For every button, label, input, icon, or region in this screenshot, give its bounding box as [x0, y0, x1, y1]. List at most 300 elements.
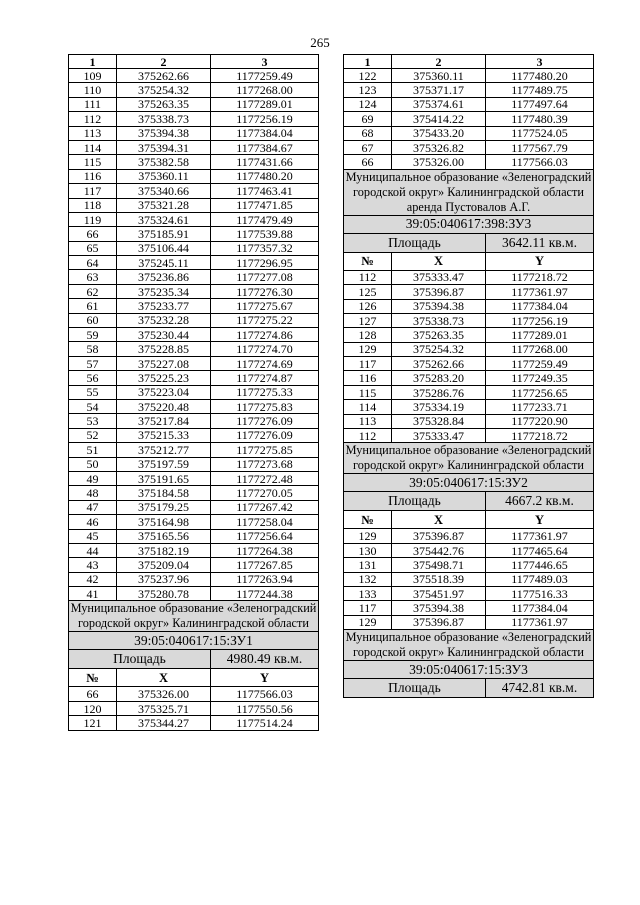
- column-header: 2: [392, 55, 486, 69]
- x-coordinate-cell: 375197.59: [117, 457, 211, 471]
- area-value: 4667.2 кв.м.: [486, 492, 594, 511]
- x-coordinate-cell: 375235.34: [117, 284, 211, 298]
- number-column-header: №: [344, 511, 392, 529]
- x-coordinate-cell: 375518.39: [392, 572, 486, 586]
- point-number-cell: 50: [69, 457, 117, 471]
- table-row: [344, 285, 594, 299]
- y-coordinate-cell: 1177273.68: [211, 457, 319, 471]
- x-coordinate-cell: 375254.32: [117, 83, 211, 97]
- table-row: [69, 241, 319, 255]
- number-column-header: №: [344, 252, 392, 270]
- table-row: [69, 587, 319, 601]
- table-row: [69, 543, 319, 557]
- y-column-header: Y: [486, 252, 594, 270]
- x-coordinate-cell: 375338.73: [392, 313, 486, 327]
- section-title: Муниципальное образование «Зеленоградский городской округ» Калининградской области аренда Пустовалов А.Г.: [344, 169, 594, 215]
- cadastral-number-row: [344, 474, 594, 492]
- y-coordinate-cell: 1177289.01: [211, 97, 319, 111]
- x-coordinate-cell: 375262.66: [117, 69, 211, 83]
- y-coordinate-cell: 1177259.49: [211, 69, 319, 83]
- table-row: [344, 83, 594, 97]
- point-number-cell: 59: [69, 328, 117, 342]
- point-number-cell: 48: [69, 486, 117, 500]
- area-value: 4742.81 кв.м.: [486, 679, 594, 698]
- x-coordinate-cell: 375333.47: [392, 429, 486, 443]
- x-coordinate-cell: 375223.04: [117, 385, 211, 399]
- point-number-cell: 69: [344, 112, 392, 126]
- table-row: [69, 342, 319, 356]
- x-coordinate-cell: 375333.47: [392, 270, 486, 284]
- section-title-row: [344, 443, 594, 474]
- x-coordinate-cell: 375225.23: [117, 371, 211, 385]
- y-coordinate-cell: 1177256.19: [486, 313, 594, 327]
- x-coordinate-cell: 375164.98: [117, 515, 211, 529]
- x-coordinate-cell: 375382.58: [117, 155, 211, 169]
- point-number-cell: 43: [69, 558, 117, 572]
- y-coordinate-cell: 1177263.94: [211, 572, 319, 586]
- table-row: [69, 716, 319, 730]
- y-coordinate-cell: 1177276.09: [211, 414, 319, 428]
- table-row: [69, 112, 319, 126]
- point-number-cell: 131: [344, 558, 392, 572]
- table-row: [69, 471, 319, 485]
- point-number-cell: 128: [344, 328, 392, 342]
- table-row: [69, 457, 319, 471]
- point-number-cell: 133: [344, 586, 392, 600]
- point-number-cell: 118: [69, 198, 117, 212]
- x-coordinate-cell: 375230.44: [117, 328, 211, 342]
- y-coordinate-cell: 1177357.32: [211, 241, 319, 255]
- y-coordinate-cell: 1177268.00: [486, 342, 594, 356]
- x-coordinate-cell: 375394.38: [392, 299, 486, 313]
- cadastral-number-row: [344, 661, 594, 679]
- x-coordinate-cell: 375328.84: [392, 414, 486, 428]
- x-coordinate-cell: 375338.73: [117, 112, 211, 126]
- point-number-cell: 66: [69, 687, 117, 701]
- y-coordinate-cell: 1177471.85: [211, 198, 319, 212]
- table-row: [69, 155, 319, 169]
- section-title: Муниципальное образование «Зеленоградский городской округ» Калининградской области: [344, 630, 594, 661]
- y-coordinate-cell: 1177268.00: [211, 83, 319, 97]
- table-row: [69, 198, 319, 212]
- x-coordinate-cell: 375394.38: [392, 601, 486, 615]
- table-row: [344, 342, 594, 356]
- table-row: [344, 69, 594, 83]
- table-row: [69, 270, 319, 284]
- y-coordinate-cell: 1177514.24: [211, 716, 319, 730]
- table-row: [69, 399, 319, 413]
- table-row: [69, 256, 319, 270]
- column-header: 2: [117, 55, 211, 69]
- point-number-cell: 125: [344, 285, 392, 299]
- point-number-cell: 41: [69, 587, 117, 601]
- x-coordinate-cell: 375394.31: [117, 140, 211, 154]
- point-number-cell: 119: [69, 212, 117, 226]
- x-coordinate-cell: 375185.91: [117, 227, 211, 241]
- table-row: [69, 385, 319, 399]
- subheader-row: [344, 511, 594, 529]
- y-coordinate-cell: 1177550.56: [211, 701, 319, 715]
- y-coordinate-cell: 1177256.19: [211, 112, 319, 126]
- x-coordinate-cell: 375334.19: [392, 400, 486, 414]
- point-number-cell: 111: [69, 97, 117, 111]
- x-coordinate-cell: 375237.96: [117, 572, 211, 586]
- page-number: 265: [310, 35, 330, 50]
- area-row: [344, 679, 594, 698]
- table-row: [344, 112, 594, 126]
- table-row: [69, 313, 319, 327]
- area-label: Площадь: [344, 679, 486, 698]
- table-row: [69, 140, 319, 154]
- point-number-cell: 55: [69, 385, 117, 399]
- point-number-cell: 66: [69, 227, 117, 241]
- y-coordinate-cell: 1177220.90: [486, 414, 594, 428]
- coordinates-table-left: [68, 54, 319, 731]
- y-coordinate-cell: 1177270.05: [211, 486, 319, 500]
- point-number-cell: 117: [344, 601, 392, 615]
- cadastral-number: 39:05:040617:398:ЗУ3: [344, 215, 594, 233]
- y-coordinate-cell: 1177566.03: [486, 155, 594, 169]
- point-number-cell: 65: [69, 241, 117, 255]
- x-coordinate-cell: 375215.33: [117, 428, 211, 442]
- section-title: Муниципальное образование «Зеленоградский городской округ» Калининградской области: [69, 601, 319, 632]
- x-coordinate-cell: 375236.86: [117, 270, 211, 284]
- table-row: [69, 83, 319, 97]
- y-coordinate-cell: 1177249.35: [486, 371, 594, 385]
- point-number-cell: 117: [344, 357, 392, 371]
- point-number-cell: 56: [69, 371, 117, 385]
- area-value: 3642.11 кв.м.: [486, 233, 594, 252]
- x-coordinate-cell: 375286.76: [392, 385, 486, 399]
- point-number-cell: 112: [344, 270, 392, 284]
- y-coordinate-cell: 1177431.66: [211, 155, 319, 169]
- point-number-cell: 67: [344, 140, 392, 154]
- point-number-cell: 58: [69, 342, 117, 356]
- area-label: Площадь: [344, 492, 486, 511]
- x-coordinate-cell: 375217.84: [117, 414, 211, 428]
- table-row: [344, 140, 594, 154]
- cadastral-number: 39:05:040617:15:ЗУ3: [344, 661, 594, 679]
- y-coordinate-cell: 1177566.03: [211, 687, 319, 701]
- y-coordinate-cell: 1177275.83: [211, 399, 319, 413]
- point-number-cell: 126: [344, 299, 392, 313]
- y-coordinate-cell: 1177276.09: [211, 428, 319, 442]
- table-row: [69, 486, 319, 500]
- point-number-cell: 114: [344, 400, 392, 414]
- y-coordinate-cell: 1177567.79: [486, 140, 594, 154]
- coordinates-table-right: [343, 54, 594, 698]
- table-row: [69, 356, 319, 370]
- point-number-cell: 121: [69, 716, 117, 730]
- cadastral-number-row: [344, 215, 594, 233]
- table-row: [69, 212, 319, 226]
- section-title-row: [344, 630, 594, 661]
- y-column-header: Y: [486, 511, 594, 529]
- x-coordinate-cell: 375106.44: [117, 241, 211, 255]
- y-coordinate-cell: 1177259.49: [486, 357, 594, 371]
- y-coordinate-cell: 1177256.65: [486, 385, 594, 399]
- x-coordinate-cell: 375325.71: [117, 701, 211, 715]
- table-header-row: [344, 55, 594, 69]
- section-title-row: [344, 169, 594, 215]
- point-number-cell: 63: [69, 270, 117, 284]
- table-row: [69, 687, 319, 701]
- y-coordinate-cell: 1177384.04: [486, 299, 594, 313]
- x-coordinate-cell: 375179.25: [117, 500, 211, 514]
- point-number-cell: 47: [69, 500, 117, 514]
- point-number-cell: 115: [344, 385, 392, 399]
- x-coordinate-cell: 375220.48: [117, 399, 211, 413]
- table-row: [69, 558, 319, 572]
- section-title-row: [69, 601, 319, 632]
- table-row: [69, 428, 319, 442]
- table-row: [344, 615, 594, 629]
- y-coordinate-cell: 1177274.87: [211, 371, 319, 385]
- point-number-cell: 129: [344, 615, 392, 629]
- area-row: [344, 233, 594, 252]
- y-coordinate-cell: 1177276.30: [211, 284, 319, 298]
- y-coordinate-cell: 1177384.04: [211, 126, 319, 140]
- area-label: Площадь: [69, 650, 211, 669]
- table-row: [69, 227, 319, 241]
- table-row: [69, 529, 319, 543]
- y-coordinate-cell: 1177267.42: [211, 500, 319, 514]
- point-number-cell: 110: [69, 83, 117, 97]
- table-row: [344, 313, 594, 327]
- point-number-cell: 62: [69, 284, 117, 298]
- point-number-cell: 113: [344, 414, 392, 428]
- y-coordinate-cell: 1177272.48: [211, 471, 319, 485]
- column-header: 1: [344, 55, 392, 69]
- x-coordinate-cell: 375396.87: [392, 529, 486, 543]
- point-number-cell: 124: [344, 97, 392, 111]
- y-coordinate-cell: 1177218.72: [486, 429, 594, 443]
- table-row: [69, 443, 319, 457]
- table-row: [69, 299, 319, 313]
- point-number-cell: 66: [344, 155, 392, 169]
- point-number-cell: 129: [344, 529, 392, 543]
- x-coordinate-cell: 375254.32: [392, 342, 486, 356]
- x-coordinate-cell: 375165.56: [117, 529, 211, 543]
- point-number-cell: 109: [69, 69, 117, 83]
- subheader-row: [344, 252, 594, 270]
- x-coordinate-cell: 375374.61: [392, 97, 486, 111]
- y-coordinate-cell: 1177258.04: [211, 515, 319, 529]
- table-row: [69, 500, 319, 514]
- point-number-cell: 127: [344, 313, 392, 327]
- table-row: [69, 371, 319, 385]
- table-row: [344, 155, 594, 169]
- number-column-header: №: [69, 669, 117, 687]
- x-coordinate-cell: 375433.20: [392, 126, 486, 140]
- table-row: [344, 558, 594, 572]
- table-row: [344, 400, 594, 414]
- y-coordinate-cell: 1177218.72: [486, 270, 594, 284]
- table-row: [69, 701, 319, 715]
- y-coordinate-cell: 1177275.33: [211, 385, 319, 399]
- x-coordinate-cell: 375360.11: [392, 69, 486, 83]
- x-column-header: X: [392, 511, 486, 529]
- point-number-cell: 44: [69, 543, 117, 557]
- x-coordinate-cell: 375442.76: [392, 543, 486, 557]
- table-row: [344, 371, 594, 385]
- cadastral-number: 39:05:040617:15:ЗУ2: [344, 474, 594, 492]
- table-row: [344, 529, 594, 543]
- x-coordinate-cell: 375227.08: [117, 356, 211, 370]
- subheader-row: [69, 669, 319, 687]
- point-number-cell: 64: [69, 256, 117, 270]
- table-row: [344, 543, 594, 557]
- x-coordinate-cell: 375396.87: [392, 285, 486, 299]
- x-column-header: X: [117, 669, 211, 687]
- table-row: [69, 97, 319, 111]
- area-label: Площадь: [344, 233, 486, 252]
- x-coordinate-cell: 375280.78: [117, 587, 211, 601]
- y-coordinate-cell: 1177244.38: [211, 587, 319, 601]
- point-number-cell: 68: [344, 126, 392, 140]
- x-coordinate-cell: 375371.17: [392, 83, 486, 97]
- point-number-cell: 52: [69, 428, 117, 442]
- point-number-cell: 122: [344, 69, 392, 83]
- y-coordinate-cell: 1177524.05: [486, 126, 594, 140]
- point-number-cell: 42: [69, 572, 117, 586]
- x-coordinate-cell: 375396.87: [392, 615, 486, 629]
- x-coordinate-cell: 375263.35: [117, 97, 211, 111]
- table-row: [344, 126, 594, 140]
- table-row: [69, 126, 319, 140]
- table-row: [344, 328, 594, 342]
- cadastral-number: 39:05:040617:15:ЗУ1: [69, 632, 319, 650]
- point-number-cell: 116: [344, 371, 392, 385]
- y-coordinate-cell: 1177539.88: [211, 227, 319, 241]
- y-coordinate-cell: 1177267.85: [211, 558, 319, 572]
- x-coordinate-cell: 375394.38: [117, 126, 211, 140]
- y-coordinate-cell: 1177446.65: [486, 558, 594, 572]
- point-number-cell: 49: [69, 471, 117, 485]
- y-coordinate-cell: 1177465.64: [486, 543, 594, 557]
- x-column-header: X: [392, 252, 486, 270]
- y-coordinate-cell: 1177275.67: [211, 299, 319, 313]
- y-column-header: Y: [211, 669, 319, 687]
- table-row: [344, 357, 594, 371]
- y-coordinate-cell: 1177497.64: [486, 97, 594, 111]
- column-header: 3: [486, 55, 594, 69]
- point-number-cell: 120: [69, 701, 117, 715]
- x-coordinate-cell: 375209.04: [117, 558, 211, 572]
- y-coordinate-cell: 1177277.08: [211, 270, 319, 284]
- y-coordinate-cell: 1177480.20: [486, 69, 594, 83]
- y-coordinate-cell: 1177516.33: [486, 586, 594, 600]
- x-coordinate-cell: 375321.28: [117, 198, 211, 212]
- x-coordinate-cell: 375324.61: [117, 212, 211, 226]
- table-row: [344, 601, 594, 615]
- x-coordinate-cell: 375344.27: [117, 716, 211, 730]
- x-coordinate-cell: 375232.28: [117, 313, 211, 327]
- table-row: [69, 284, 319, 298]
- table-row: [69, 169, 319, 183]
- table-row: [344, 299, 594, 313]
- table-row: [344, 97, 594, 111]
- x-coordinate-cell: 375498.71: [392, 558, 486, 572]
- point-number-cell: 51: [69, 443, 117, 457]
- y-coordinate-cell: 1177384.04: [486, 601, 594, 615]
- table-row: [69, 414, 319, 428]
- y-coordinate-cell: 1177233.71: [486, 400, 594, 414]
- y-coordinate-cell: 1177274.70: [211, 342, 319, 356]
- y-coordinate-cell: 1177489.03: [486, 572, 594, 586]
- x-coordinate-cell: 375184.58: [117, 486, 211, 500]
- x-coordinate-cell: 375360.11: [117, 169, 211, 183]
- x-coordinate-cell: 375340.66: [117, 184, 211, 198]
- table-row: [344, 429, 594, 443]
- x-coordinate-cell: 375233.77: [117, 299, 211, 313]
- table-row: [69, 515, 319, 529]
- x-coordinate-cell: 375326.00: [392, 155, 486, 169]
- point-number-cell: 46: [69, 515, 117, 529]
- table-row: [69, 184, 319, 198]
- table-row: [344, 270, 594, 284]
- y-coordinate-cell: 1177480.20: [211, 169, 319, 183]
- x-coordinate-cell: 375326.00: [117, 687, 211, 701]
- section-title: Муниципальное образование «Зеленоградский городской округ» Калининградской области: [344, 443, 594, 474]
- point-number-cell: 130: [344, 543, 392, 557]
- table-row: [69, 572, 319, 586]
- point-number-cell: 132: [344, 572, 392, 586]
- point-number-cell: 60: [69, 313, 117, 327]
- x-coordinate-cell: 375228.85: [117, 342, 211, 356]
- y-coordinate-cell: 1177274.86: [211, 328, 319, 342]
- x-coordinate-cell: 375182.19: [117, 543, 211, 557]
- point-number-cell: 115: [69, 155, 117, 169]
- x-coordinate-cell: 375245.11: [117, 256, 211, 270]
- table-row: [344, 414, 594, 428]
- y-coordinate-cell: 1177256.64: [211, 529, 319, 543]
- y-coordinate-cell: 1177463.41: [211, 184, 319, 198]
- y-coordinate-cell: 1177275.22: [211, 313, 319, 327]
- point-number-cell: 112: [344, 429, 392, 443]
- x-coordinate-cell: 375414.22: [392, 112, 486, 126]
- point-number-cell: 129: [344, 342, 392, 356]
- x-coordinate-cell: 375263.35: [392, 328, 486, 342]
- y-coordinate-cell: 1177289.01: [486, 328, 594, 342]
- area-row: [344, 492, 594, 511]
- point-number-cell: 112: [69, 112, 117, 126]
- y-coordinate-cell: 1177274.69: [211, 356, 319, 370]
- y-coordinate-cell: 1177489.75: [486, 83, 594, 97]
- x-coordinate-cell: 375191.65: [117, 471, 211, 485]
- x-coordinate-cell: 375262.66: [392, 357, 486, 371]
- table-header-row: [69, 55, 319, 69]
- x-coordinate-cell: 375283.20: [392, 371, 486, 385]
- y-coordinate-cell: 1177384.67: [211, 140, 319, 154]
- table-row: [344, 586, 594, 600]
- point-number-cell: 61: [69, 299, 117, 313]
- point-number-cell: 45: [69, 529, 117, 543]
- point-number-cell: 117: [69, 184, 117, 198]
- y-coordinate-cell: 1177264.38: [211, 543, 319, 557]
- area-value: 4980.49 кв.м.: [211, 650, 319, 669]
- cadastral-number-row: [69, 632, 319, 650]
- y-coordinate-cell: 1177361.97: [486, 529, 594, 543]
- y-coordinate-cell: 1177480.39: [486, 112, 594, 126]
- point-number-cell: 113: [69, 126, 117, 140]
- y-coordinate-cell: 1177361.97: [486, 615, 594, 629]
- column-header: 1: [69, 55, 117, 69]
- table-row: [344, 572, 594, 586]
- y-coordinate-cell: 1177361.97: [486, 285, 594, 299]
- point-number-cell: 54: [69, 399, 117, 413]
- y-coordinate-cell: 1177479.49: [211, 212, 319, 226]
